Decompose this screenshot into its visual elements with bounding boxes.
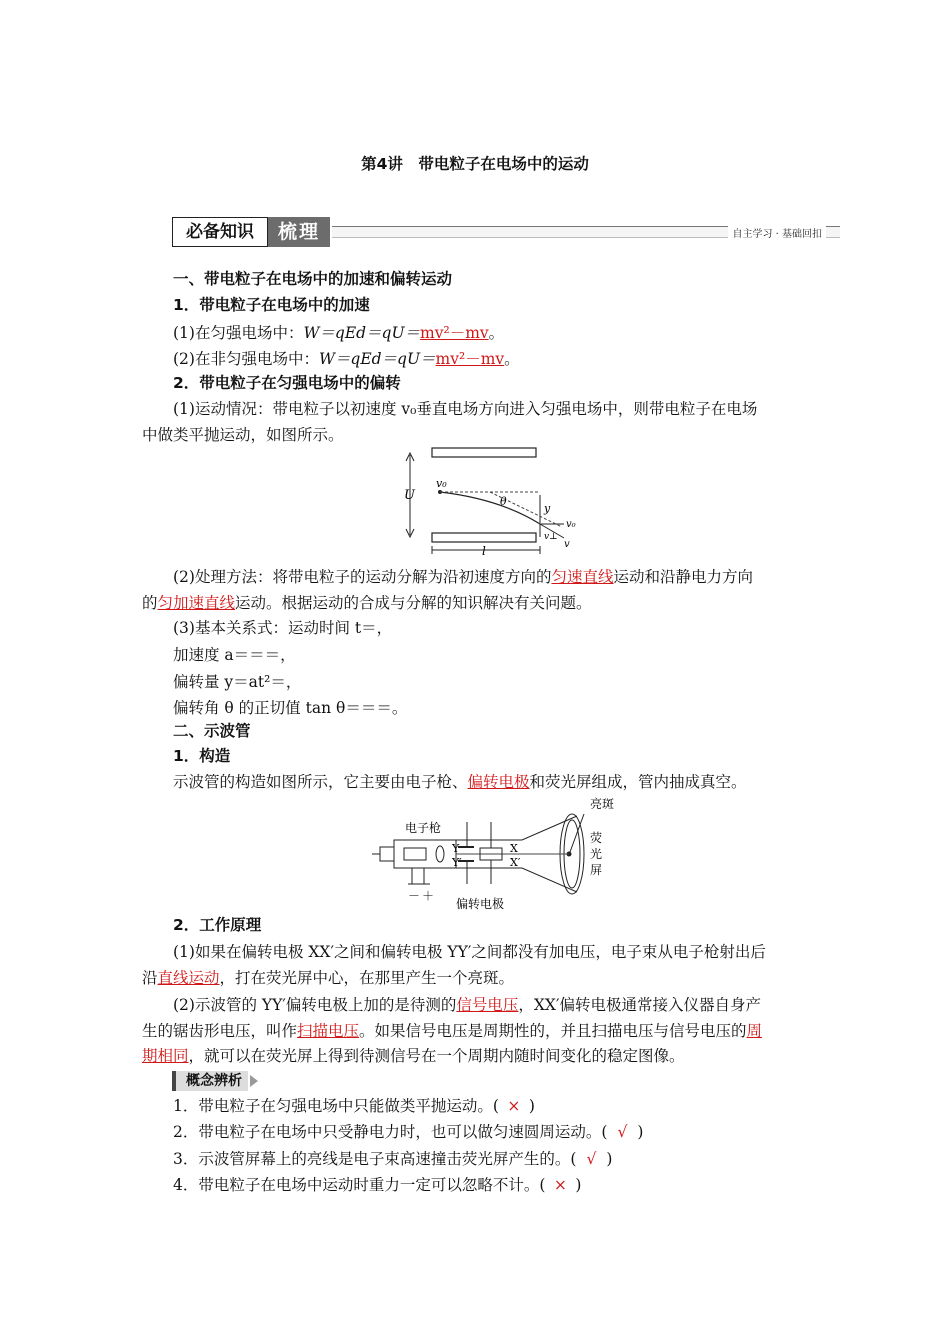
svg-text:电子枪: 电子枪 <box>405 821 442 835</box>
svg-text:Y′: Y′ <box>452 856 462 869</box>
banner-subtitle: 自主学习 · 基础回扣 <box>728 225 826 240</box>
paragraph: (2)示波管的 YY′偏转电极上加的是待测的信号电压，XX′偏转电极通常接入仪器自身产 <box>173 996 761 1014</box>
paragraph: 偏转量 y＝at²＝， <box>173 673 302 691</box>
answer-fill: 信号电压 <box>456 996 519 1014</box>
paragraph: 偏转角 θ 的正切值 tan θ＝＝＝。 <box>173 699 408 717</box>
answer-fill: 期相同 <box>142 1047 189 1065</box>
heading-1-1: 1．带电粒子在电场中的加速 <box>173 296 370 314</box>
banner-label: 必备知识 <box>172 217 268 247</box>
svg-text:偏转电极: 偏转电极 <box>456 897 505 911</box>
heading-1-2: 2．带电粒子在匀强电场中的偏转 <box>173 374 401 392</box>
paragraph: (2)在非匀强电场中：W＝qEd＝qU＝mv²－mv。 <box>173 350 520 368</box>
svg-text:y: y <box>544 502 551 515</box>
svg-text:－: － <box>408 889 421 903</box>
svg-text:θ: θ <box>500 495 507 508</box>
answer-fill: 周 <box>746 1022 763 1040</box>
quiz-item: 3．示波管屏幕上的亮线是电子束高速撞击荧光屏产生的。( √ ) <box>173 1150 613 1168</box>
paragraph: 的匀加速直线运动。根据运动的合成与分解的知识解决有关问题。 <box>142 594 592 612</box>
section-banner <box>172 217 840 247</box>
page-title: 第4讲 带电粒子在电场中的运动 <box>361 155 589 173</box>
concept-tag: 概念辨析 <box>172 1071 248 1091</box>
banner-label-dark: 梳理 <box>268 217 330 247</box>
paragraph: (1)如果在偏转电极 XX′之间和偏转电极 YY′之间都没有加电压，电子束从电子枪射出后 <box>173 943 766 961</box>
svg-text:Y: Y <box>452 842 460 855</box>
answer-mark: × <box>553 1176 567 1194</box>
answer-mark: × <box>507 1097 521 1115</box>
svg-text:X′: X′ <box>510 856 521 869</box>
paragraph: (1)运动情况：带电粒子以初速度 v₀垂直电场方向进入匀强电场中，则带电粒子在电场 <box>173 400 758 418</box>
svg-text:v₀: v₀ <box>566 519 576 530</box>
answer-fill: 匀加速直线 <box>157 594 236 612</box>
svg-text:v₀: v₀ <box>436 477 447 490</box>
heading-2-2: 2．工作原理 <box>173 916 262 934</box>
deflection-diagram <box>400 447 590 559</box>
paragraph: 期相同，就可以在荧光屏上得到待测信号在一个周期内随时间变化的稳定图像。 <box>142 1047 685 1065</box>
svg-text:X: X <box>510 842 518 855</box>
heading-1: 一、带电粒子在电场中的加速和偏转运动 <box>173 270 453 288</box>
answer-fill: mv²－mv <box>435 350 505 368</box>
paragraph: (2)处理方法：将带电粒子的运动分解为沿初速度方向的匀速直线运动和沿静电力方向 <box>173 568 753 586</box>
paragraph: 生的锯齿形电压，叫作扫描电压。如果信号电压是周期性的，并且扫描电压与信号电压的周 <box>142 1022 763 1040</box>
quiz-item: 2．带电粒子在电场中只受静电力时，也可以做匀速圆周运动。( √ ) <box>173 1123 644 1141</box>
oscilloscope-diagram <box>372 792 622 912</box>
svg-text:v⊥: v⊥ <box>544 532 558 542</box>
svg-text:l: l <box>482 544 486 558</box>
quiz-item: 1．带电粒子在匀强电场中只能做类平抛运动。( × ) <box>173 1097 535 1115</box>
svg-text:U: U <box>404 488 415 503</box>
paragraph: 中做类平抛运动，如图所示。 <box>142 426 344 444</box>
paragraph: 沿直线运动，打在荧光屏中心，在那里产生一个亮斑。 <box>142 969 515 987</box>
svg-text:v: v <box>564 539 570 550</box>
paragraph: 加速度 a＝＝＝， <box>173 646 296 664</box>
answer-fill: 匀速直线 <box>551 568 614 586</box>
answer-fill: 扫描电压 <box>297 1022 360 1040</box>
heading-2: 二、示波管 <box>173 722 251 740</box>
quiz-item: 4．带电粒子在电场中运动时重力一定可以忽略不计。( × ) <box>173 1176 582 1194</box>
svg-text:荧: 荧 <box>590 831 603 845</box>
answer-mark: √ <box>617 1123 628 1141</box>
answer-fill: 直线运动 <box>157 969 220 987</box>
paragraph: 示波管的构造如图所示，它主要由电子枪、偏转电极和荧光屏组成，管内抽成真空。 <box>173 773 747 791</box>
paragraph: (1)在匀强电场中：W＝qEd＝qU＝mv²－mv。 <box>173 324 505 342</box>
answer-fill: mv²－mv <box>420 324 489 342</box>
answer-mark: √ <box>586 1150 597 1168</box>
svg-text:亮斑: 亮斑 <box>590 797 615 811</box>
answer-fill: 偏转电极 <box>467 773 530 791</box>
svg-text:＋: ＋ <box>422 889 435 903</box>
svg-text:光: 光 <box>590 847 603 861</box>
svg-text:屏: 屏 <box>590 863 603 877</box>
paragraph: (3)基本关系式：运动时间 t＝， <box>173 619 393 637</box>
heading-2-1: 1．构造 <box>173 747 231 765</box>
